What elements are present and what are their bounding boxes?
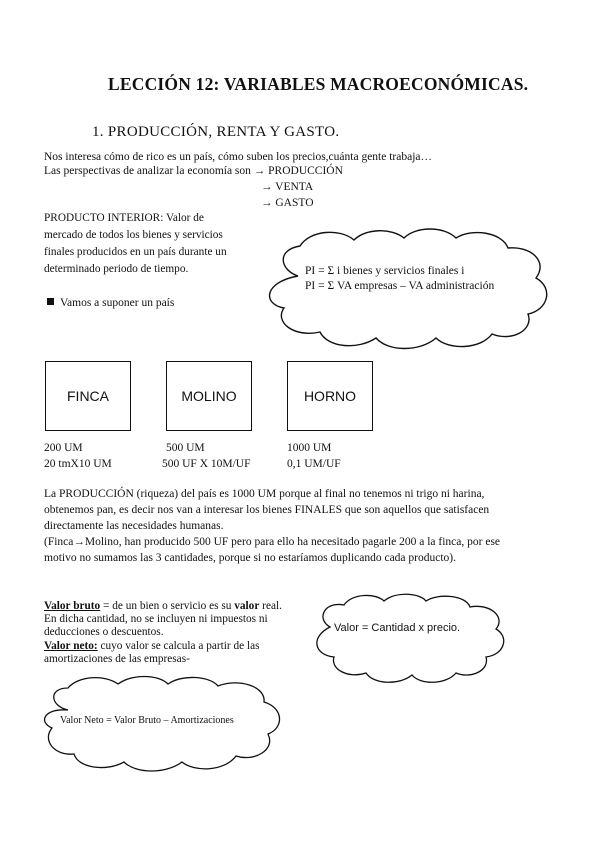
cloud-neto [40,676,288,776]
finca-value-1: 200 UM [44,442,83,454]
intro-line-gasto: → GASTO [261,197,314,209]
valor-neto-definition [44,639,260,653]
intro-line-2: Las perspectivas de analizar la economía son → PRODUCCIÓN [44,165,343,177]
finca-value-2: 20 tmX10 UM [44,458,112,470]
section-heading: 1. PRODUCCIÓN, RENTA Y GASTO. [92,124,340,140]
produccion-line-5: motivo no sumamos las 3 cantidades, porque si no estaríamos duplicando cada producto). [44,552,456,564]
intro-line-1: Nos interesa cómo de rico es un país, cómo suben los precios,cuánta gente trabaja… [44,151,433,163]
valor-bold: valor [234,600,260,612]
producto-interior-line-3: finales producidos en un país durante un [44,246,227,258]
valor-bruto-text: = de un bien o servicio es su [100,600,235,612]
molino-value-1: 500 UM [166,442,205,454]
valor-neto-label: Valor neto: [44,640,98,652]
produccion-line-3: directamente las necesidades humanas. [44,520,224,532]
horno-value-1: 1000 UM [287,442,332,454]
valor-bruto-label: Valor bruto [44,600,101,612]
produccion-line-2: obtenemos pan, es decir nos van a interesar los bienes FINALES que son aquellos que satisfacen [44,504,490,516]
horno-box [287,361,373,431]
valor-bruto-definition [44,599,282,613]
cloud-pi [258,226,558,354]
valor-bruto-line-2: En dicha cantidad, no se incluyen ni impuestos ni [44,613,268,625]
horno-label: HORNO [303,388,357,404]
page-title: LECCIÓN 12: VARIABLES MACROECONÓMICAS. [108,74,529,94]
molino-value-2: 500 UF X 10M/UF [162,458,251,470]
valor-bruto-end: real. [259,600,282,612]
finca-label: FINCA [67,388,109,404]
cloud-valor [310,593,510,685]
bullet-square-icon [47,298,54,305]
cloud-pi-line-2: PI = Σ VA empresas – VA administración [305,280,495,292]
produccion-line-4: (Finca→Molino, han producido 500 UF pero para ello ha necesitado pagarle 200 a la finca, por ese [44,536,501,548]
bullet-text: Vamos a suponer un país [60,297,175,309]
cloud-neto-text: Valor Neto = Valor Bruto – Amortizaciones [60,715,234,726]
horno-value-2: 0,1 UM/UF [287,458,341,470]
valor-bruto-line-3: deducciones o descuentos. [44,626,164,638]
molino-label: MOLINO [181,388,237,404]
producto-interior-line-2: mercado de todos los bienes y servicios [44,229,223,241]
producto-interior-line-1: PRODUCTO INTERIOR: Valor de [44,212,204,224]
bullet-item [47,295,174,311]
cloud-pi-line-1: PI = Σ i bienes y servicios finales i [305,265,465,277]
producto-interior-line-4: determinado periodo de tiempo. [44,263,189,275]
valor-neto-line-2: amortizaciones de las empresas- [44,653,190,665]
produccion-line-1: La PRODUCCIÓN (riqueza) del país es 1000 UM porque al final no tenemos ni trigo ni harina, [44,488,485,500]
cloud-valor-text: Valor = Cantidad x precio. [334,622,461,634]
finca-box [45,361,131,431]
valor-neto-text: cuyo valor se calcula a partir de las [97,640,260,652]
molino-box [166,361,252,431]
intro-line-venta: → VENTA [261,181,314,193]
